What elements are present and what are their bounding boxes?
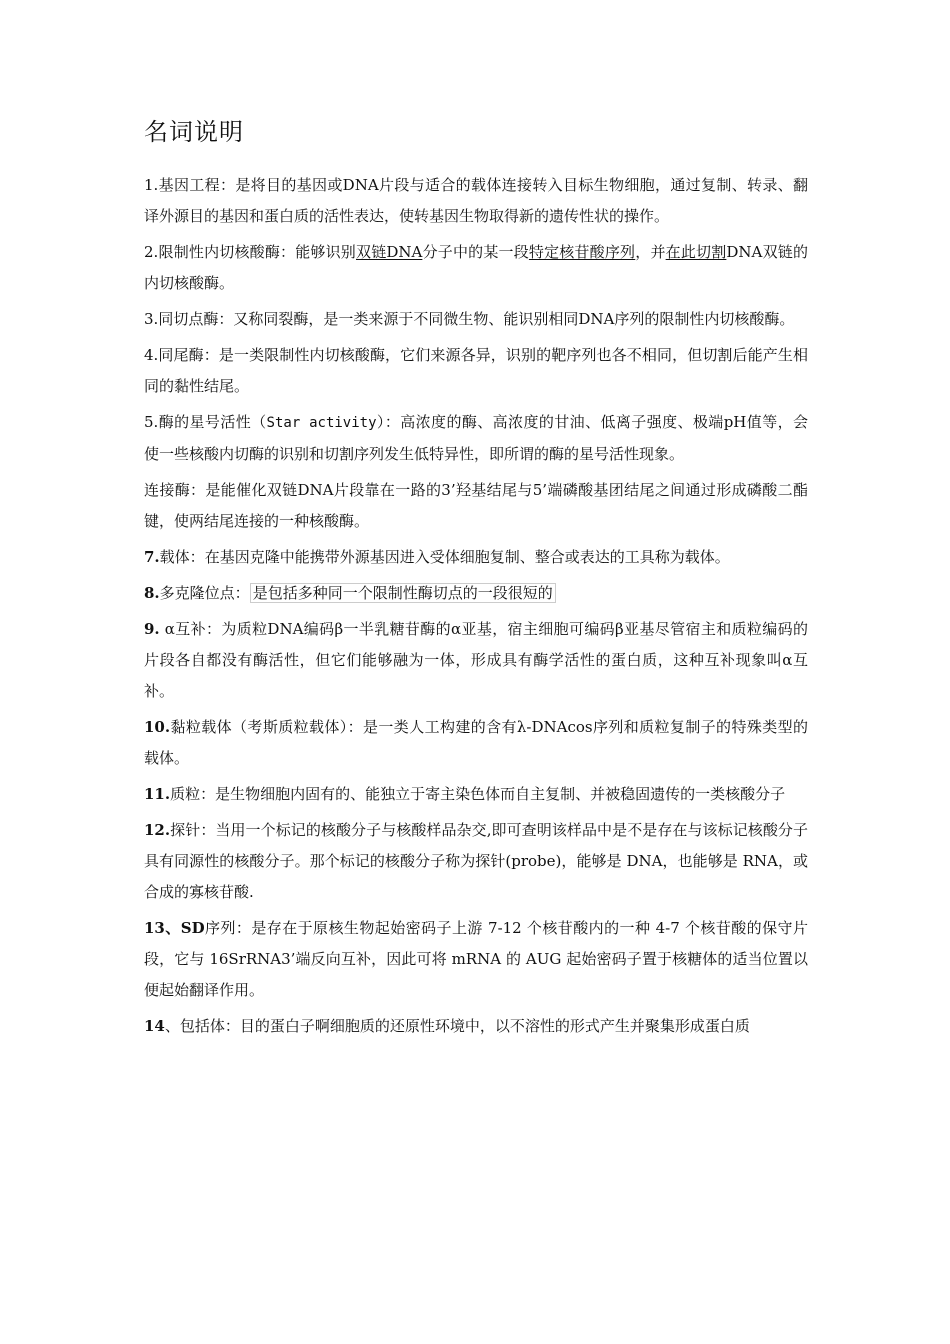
entry-definition-part: ，并 xyxy=(635,243,666,261)
entry-number: 3. xyxy=(144,310,159,328)
entry-term: 、包括体： xyxy=(164,1017,240,1035)
glossary-entry-6 xyxy=(144,475,808,537)
glossary-entry-1 xyxy=(144,170,808,232)
glossary-entry-8 xyxy=(144,578,808,609)
entry-term: 酶的星号活性（ xyxy=(158,413,267,431)
glossary-entry-14 xyxy=(144,1011,808,1042)
entry-definition: 是将目的基因或DNA片段与适合的载体连接转入目标生物细胞，通过复制、转录、翻译外源目的基因和蛋白质的活性表达，使转基因生物取得新的遗传性状的操作。 xyxy=(144,176,808,225)
entry-definition: 目的蛋白子啊细胞质的还原性环境中，以不溶性的形式产生并聚集形成蛋白质 xyxy=(239,1017,750,1035)
glossary-entry-5 xyxy=(144,407,808,470)
underlined-phrase: 在此切割 xyxy=(665,243,727,261)
glossary-list xyxy=(144,170,808,1047)
glossary-entry-10 xyxy=(144,712,808,774)
underlined-phrase: 双链DNA xyxy=(356,243,423,261)
entry-definition: 在基因克隆中能携带外源基因进入受体细胞复制、整合或表达的工具称为载体。 xyxy=(204,548,730,566)
entry-number: 2. xyxy=(144,243,159,261)
entry-definition-part: 能够识别 xyxy=(295,243,356,261)
entry-term: 基因工程： xyxy=(158,176,236,194)
entry-term: 序列： xyxy=(204,919,252,937)
entry-term-english: Star activity xyxy=(266,415,377,431)
entry-term: 载体： xyxy=(159,548,205,566)
entry-term: 同尾酶： xyxy=(158,346,219,364)
entry-definition: 是存在于原核生物起始密码子上游 7-12 个核苷酸内的一种 4-7 个核苷酸的保守片段，它与 16SrRNA3’端反向互补，因此可将 mRNA 的 AUG 起始密码子置于核糖体的适当位置以便起始翻译作用。 xyxy=(144,919,808,999)
glossary-entry-3 xyxy=(144,304,808,335)
entry-definition: 又称同裂酶，是一类来源于不同微生物、能识别相同DNA序列的限制性内切核酸酶。 xyxy=(233,310,795,328)
entry-number: 1. xyxy=(144,176,159,194)
entry-definition: 当用一个标记的核酸分子与核酸样品杂交,即可查明该样品中是不是存在与该标记核酸分子具有同源性的核酸分子。那个标记的核酸分子称为探针(probe)，能够是 DNA，也能够是 RNA，或合成的寡核苷酸. xyxy=(144,821,808,901)
entry-number: 10. xyxy=(144,718,171,736)
entry-number: 14 xyxy=(144,1017,165,1035)
entry-term: 探针： xyxy=(170,821,216,839)
glossary-entry-4 xyxy=(144,340,808,402)
entry-number: 4. xyxy=(144,346,159,364)
entry-number: 9. xyxy=(144,620,160,638)
entry-definition: 是能催化双链DNA片段靠在一路的3’羟基结尾与5’端磷酸基团结尾之间通过形成磷酸二酯键，使两结尾连接的一种核酸酶。 xyxy=(144,481,808,530)
glossary-entry-9 xyxy=(144,614,808,707)
glossary-entry-7 xyxy=(144,542,808,573)
entry-number: 8. xyxy=(144,584,160,602)
entry-number: 7. xyxy=(144,548,160,566)
entry-number: 12. xyxy=(144,821,171,839)
glossary-entry-12 xyxy=(144,815,808,908)
entry-definition: 是包括多种同一个限制性酶切点的一段很短的 xyxy=(250,583,556,603)
entry-number: 11. xyxy=(144,785,171,803)
entry-definition: 为质粒DNA编码β一半乳糖苷酶的α亚基，宿主细胞可编码β亚基尽管宿主和质粒编码的片段各自都没有酶活性，但它们能够融为一体，形成具有酶学活性的蛋白质，这种互补现象叫α互补。 xyxy=(144,620,808,700)
entry-term: 连接酶： xyxy=(144,481,206,499)
glossary-entry-11 xyxy=(144,779,808,810)
entry-definition-part: DNA双链的内切核酸酶。 xyxy=(144,243,808,292)
page-title: 名词说明 xyxy=(144,118,244,146)
glossary-entry-13 xyxy=(144,913,808,1006)
entry-term: 黏粒载体（考斯质粒载体）： xyxy=(170,718,364,736)
entry-definition: 是生物细胞内固有的、能独立于寄主染色体而自主复制、并被稳固遗传的一类核酸分子 xyxy=(215,785,786,803)
entry-term: 质粒： xyxy=(170,785,216,803)
entry-term: 多克隆位点： xyxy=(159,584,250,602)
entry-definition: 是一类人工构建的含有λ-DNAcos序列和质粒复制子的特殊类型的载体。 xyxy=(144,718,808,767)
underlined-phrase: 特定核苷酸序列 xyxy=(528,243,636,261)
entry-number: 13、SD xyxy=(144,919,205,937)
glossary-entry-2 xyxy=(144,237,808,299)
entry-number: 5. xyxy=(144,413,159,431)
entry-term: 同切点酶： xyxy=(158,310,234,328)
entry-definition-part: 分子中的某一段 xyxy=(422,243,529,261)
entry-term: α互补： xyxy=(164,620,222,638)
entry-term: 限制性内切核酸酶： xyxy=(158,243,296,261)
entry-definition: 是一类限制性内切核酸酶，它们来源各异，识别的靶序列也各不相同，但切割后能产生相同的黏性结尾。 xyxy=(144,346,808,395)
entry-definition: ）：高浓度的酶、高浓度的甘油、低离子强度、极端pH值等，会使一些核酸内切酶的识别和切割序列发生低特异性，即所谓的酶的星号活性现象。 xyxy=(144,413,808,463)
